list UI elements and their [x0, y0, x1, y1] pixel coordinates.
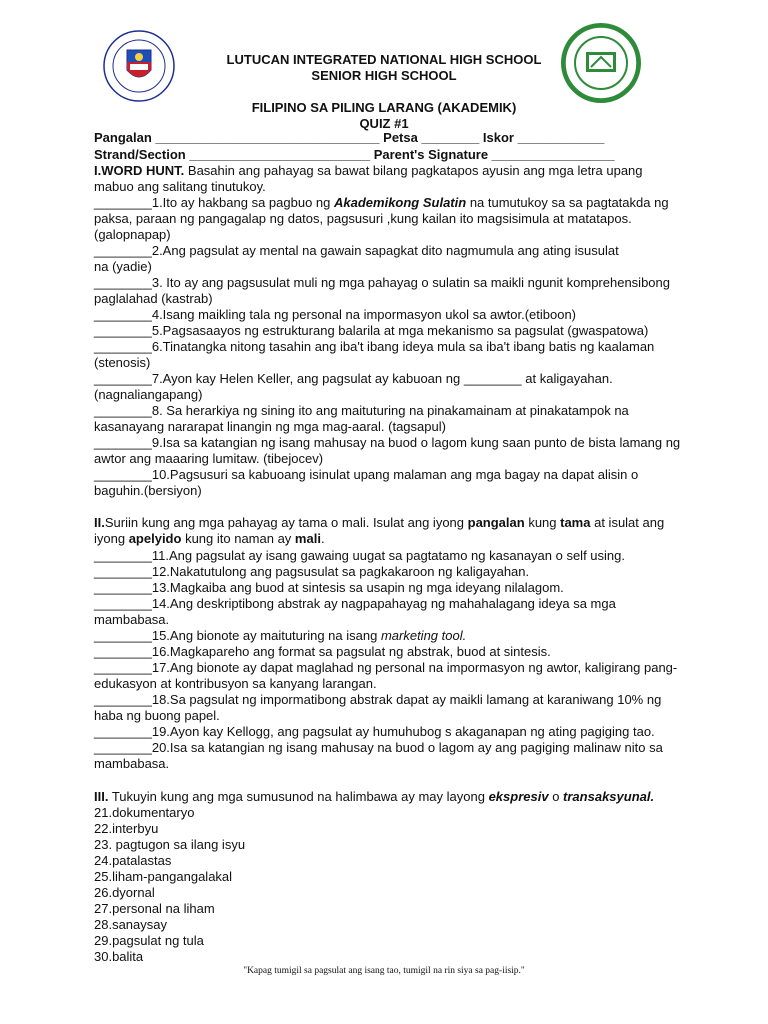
question-3: ________3. Ito ay ang pagsusulat muli ng mga pahayag o sulatin sa maikli ngunit komprehensibong [94, 275, 670, 290]
question-4: ________4.Isang maikling tala ng personal na impormasyon ukol sa awtor.(etiboon) [94, 307, 577, 322]
question-16: ________16.Magkapareho ang format sa pagsulat ng abstrak, buod at sintesis. [94, 644, 551, 659]
question-20: ________20.Isa sa katangian ng isang mahusay na buod o lagom ay ang pagiging malinaw nito sa [94, 740, 663, 755]
question-13: ________13.Magkaiba ang buod at sintesis sa usapin ng mga ideyang nilalagom. [94, 580, 564, 595]
list-item: 26.dyornal [94, 885, 155, 900]
question-10-cont: baguhin.(bersiyon) [94, 483, 202, 498]
section-2-instruction-cont: iyong apelyido kung ito naman ay mali. [94, 531, 325, 546]
list-item: 24.patalastas [94, 853, 172, 868]
section-1-instruction: I.WORD HUNT. Basahin ang pahayag sa bawat bilang pagkatapos ayusin ang mga letra upang [94, 163, 643, 178]
list-item: 21.dokumentaryo [94, 805, 195, 820]
question-7-cont: (nagnaliangapang) [94, 387, 203, 402]
question-10: ________10.Pagsusuri sa kabuoang isinulat upang malaman ang mga bagay na dapat alisin o [94, 467, 639, 482]
list-item: 29.pagsulat ng tula [94, 933, 204, 948]
question-17-cont: edukasyon at kontribusyon sa kanyang larangan. [94, 676, 377, 691]
section-2-instruction: II.Suriin kung ang mga pahayag ay tama o mali. Isulat ang iyong pangalan kung tama at isulat ang [94, 515, 665, 530]
list-item: 25.liham-pangangalakal [94, 869, 233, 884]
question-17: ________17.Ang bionote ay dapat maglahad ng personal na impormasyon ng awtor, kaligirang pang- [94, 660, 678, 675]
list-item: 23. pagtugon sa ilang isyu [94, 837, 246, 852]
section-signature-row: Strand/Section _________________________ Parent's Signature _________________ [94, 147, 615, 162]
question-1-clue: (galopnapap) [94, 227, 171, 242]
question-19: ________19.Ayon kay Kellogg, ang pagsulat ay humuhubog s akaganapan ng ating pagiging tao. [94, 724, 655, 739]
question-1: ________1.Ito ay hakbang sa pagbuo ng Akademikong Sulatin na tumutukoy sa sa pagtatakda ng [94, 195, 669, 210]
quiz-title: QUIZ #1 [359, 116, 409, 131]
question-5: ________5.Pagsasaayos ng estrukturang balarila at mga mekanismo sa pagsulat (gwaspatowa) [94, 323, 649, 338]
question-14-cont: mambabasa. [94, 612, 170, 627]
name-date-score-row: Pangalan _______________________________ Petsa ________ Iskor ____________ [94, 130, 605, 145]
question-15: ________15.Ang bionote ay maituturing na isang marketing tool. [94, 628, 467, 643]
section-1-instruction-cont: mabuo ang salitang tinutukoy. [94, 179, 266, 194]
question-3-cont: paglalahad (kastrab) [94, 291, 213, 306]
question-9: ________9.Isa sa katangian ng isang mahusay na buod o lagom kung saan punto de bista lamang ng [94, 435, 681, 450]
question-20-cont: mambabasa. [94, 756, 170, 771]
question-8-cont: kasanayang nararapat linangin ng mga mag-aaral. (tagsapul) [94, 419, 446, 434]
subject-title: FILIPINO SA PILING LARANG (AKADEMIK) [251, 100, 517, 115]
section-3-instruction: III. Tukuyin kung ang mga sumusunod na halimbawa ay may layong ekspresiv o transaksyunal. [94, 789, 655, 804]
question-2-cont: na (yadie) [94, 259, 152, 274]
list-item: 30.balita [94, 949, 144, 964]
question-18-cont: haba ng buong papel. [94, 708, 220, 723]
question-9-cont: awtor ang maaaring lumitaw. (tibejocev) [94, 451, 324, 466]
question-6-cont: (stenosis) [94, 355, 151, 370]
question-7: ________7.Ayon kay Helen Keller, ang pagsulat ay kabuoan ng ________ at kaligayahan. [94, 371, 613, 386]
school-level: SENIOR HIGH SCHOOL [311, 68, 457, 83]
question-14: ________14.Ang deskriptibong abstrak ay nagpapahayag ng mahahalagang ideya sa mga [94, 596, 616, 611]
question-2: ________2.Ang pagsulat ay mental na gawain sapagkat dito nagmumula ang ating isusulat [94, 243, 619, 258]
question-12: ________12.Nakatutulong ang pagsusulat sa pagkakaroon ng kaligayahan. [94, 564, 530, 579]
question-11: ________11.Ang pagsulat ay isang gawaing uugat sa pagtatamo ng kasanayan o self using. [94, 548, 625, 563]
question-18: ________18.Sa pagsulat ng impormatibong abstrak dapat ay maikli lamang at karaniwang 10% ng [94, 692, 662, 707]
question-6: ________6.Tinatangka nitong tasahin ang iba't ibang ideya mula sa iba't ibang batis ng kaalaman [94, 339, 655, 354]
question-8: ________8. Sa herarkiya ng sining ito ang maituturing na pinakamainam at pinakatampok na [94, 403, 629, 418]
list-item: 27.personal na liham [94, 901, 215, 916]
footer-quote: "Kapag tumigil sa pagsulat ang isang tao, tumigil na rin siya sa pag-iisip." [243, 966, 525, 976]
list-item: 22.interbyu [94, 821, 159, 836]
question-1-cont: paksa, paraan ng pangagalap ng datos, pagsusuri ,kung kailan ito magsisimula at matatapos. [94, 211, 632, 226]
school-name: LUTUCAN INTEGRATED NATIONAL HIGH SCHOOL [226, 52, 542, 67]
list-item: 28.sanaysay [94, 917, 167, 932]
